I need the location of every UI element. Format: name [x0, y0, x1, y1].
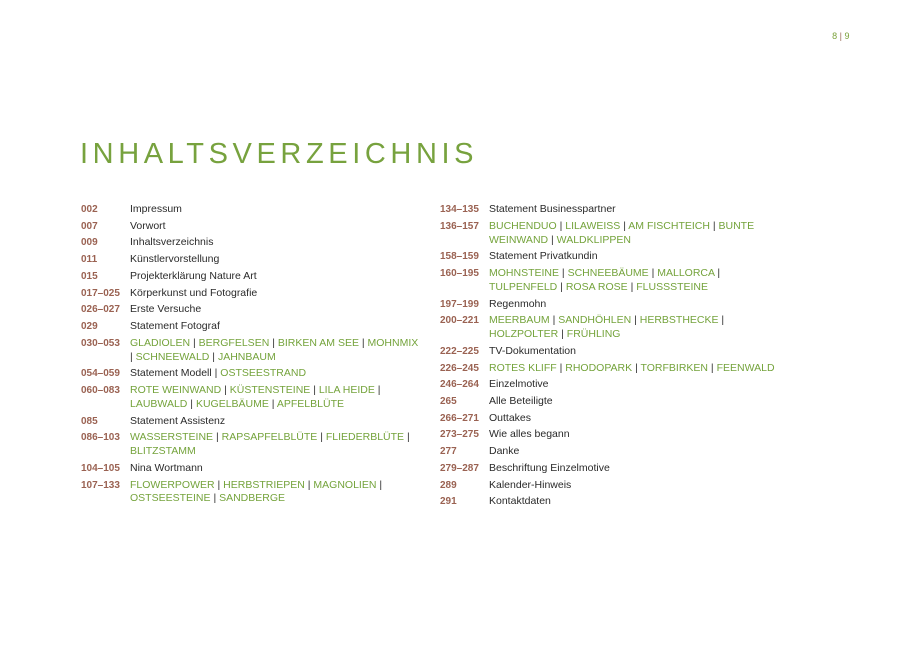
toc-entry [440, 395, 785, 409]
toc-entry-pages: 026–027 [81, 304, 120, 316]
toc-entry [440, 298, 785, 312]
toc-entry-title: Alle Beteiligte [489, 395, 553, 408]
page-number-left: 8 [832, 31, 838, 41]
toc-column-left [81, 203, 421, 509]
toc-entry-title: Regenmohn [489, 297, 547, 310]
toc-entry-title: Einzelmotive [489, 378, 549, 391]
toc-entry-pages: 266–271 [440, 412, 479, 424]
toc-entry-title: Nina Wortmann [130, 461, 203, 474]
toc-entry-pages: 011 [81, 254, 98, 266]
toc-entry-pages: 015 [81, 270, 98, 282]
toc-entry-pages: 007 [81, 220, 98, 232]
toc-entry-title: ROTE WEINWAND | KÜSTENSTEINE | LILA HEIDE | LAUBWALD | KUGELBÄUME | APFELBLÜTE [130, 383, 381, 410]
page-number [832, 31, 850, 41]
toc-entry-pages: 134–135 [440, 204, 479, 215]
toc-entry-pages: 009 [81, 237, 98, 249]
toc-entry-title: MOHNSTEINE | SCHNEEBÄUME | MALLORCA | TULPENFELD | ROSA ROSE | FLUSSSTEINE [489, 267, 721, 293]
toc-entry-title: BUCHENDUO | LILAWEISS | AM FISCHTEICH | BUNTE WEINWAND | WALDKLIPPEN [489, 219, 755, 246]
toc-entry-pages: 265 [440, 396, 457, 408]
toc-entry-pages: 002 [81, 204, 98, 215]
toc-entry-pages: 029 [81, 320, 98, 332]
toc-entry-pages: 200–221 [440, 315, 479, 327]
toc-entry [81, 367, 421, 381]
toc-entry-pages: 279–287 [440, 462, 479, 474]
toc-entry-pages: 085 [81, 415, 98, 427]
toc-entry-pages: 158–159 [440, 251, 479, 263]
toc-entry-title: Statement Businesspartner [489, 203, 616, 215]
page-title: INHALTSVERZEICHNIS [80, 138, 479, 170]
toc-entry [440, 479, 785, 493]
toc-entry-title: Statement Assistenz [130, 414, 226, 427]
toc-entry [81, 236, 421, 250]
toc-entry [81, 303, 421, 317]
toc-entry-pages: 086–103 [81, 432, 120, 444]
toc-entry [440, 203, 785, 217]
toc-entry [81, 479, 421, 507]
toc-entry-pages: 054–059 [81, 368, 120, 380]
toc-entry-pages: 136–157 [440, 220, 479, 232]
toc-entry-pages: 277 [440, 446, 457, 458]
toc-entry [440, 445, 785, 459]
toc-entry-pages: 222–225 [440, 345, 479, 357]
toc-entry-title: FLOWERPOWER | HERBSTRIEPEN | MAGNOLIEN | OSTSEESTEINE | SANDBERGE [130, 478, 383, 505]
toc-entry-title: Statement Modell | OSTSEESTRAND [130, 367, 307, 380]
toc-entry [440, 428, 785, 442]
toc-entry-title: Kalender-Hinweis [489, 478, 572, 491]
toc-entry-pages: 017–025 [81, 287, 120, 299]
toc-entry-title: Statement Privatkundin [489, 250, 598, 263]
toc-entry-title: Statement Fotograf [130, 319, 220, 332]
toc-entry-title: Erste Versuche [130, 303, 202, 316]
toc-entry [440, 314, 785, 342]
toc-entry-title: Kontaktdaten [489, 495, 551, 508]
toc-entry-title: Inhaltsverzeichnis [130, 236, 214, 249]
toc-entry-title: WASSERSTEINE | RAPSAPFELBLÜTE | FLIEDERBLÜTE | BLITZSTAMM [130, 431, 410, 458]
toc-entry-title: Projekterklärung Nature Art [130, 269, 257, 282]
toc-entry [81, 287, 421, 301]
toc-entry [81, 337, 421, 365]
toc-entry [81, 415, 421, 429]
toc-entry [81, 220, 421, 234]
toc-entry-pages: 107–133 [81, 479, 120, 491]
toc-entry [440, 267, 785, 295]
page-number-separator: | [839, 31, 843, 41]
toc-entry [81, 270, 421, 284]
toc-entry [440, 378, 785, 392]
toc-entry-pages: 060–083 [81, 384, 120, 396]
toc-entry-title: Outtakes [489, 411, 532, 424]
toc-entry [81, 384, 421, 412]
toc-entry [440, 345, 785, 359]
toc-entry [81, 462, 421, 476]
toc-entry-title: Künstlervorstellung [130, 253, 220, 266]
toc-entry [440, 412, 785, 426]
toc-entry-pages: 291 [440, 496, 457, 508]
toc-entry [440, 250, 785, 264]
toc-entry [440, 495, 785, 509]
toc-entry [81, 431, 421, 459]
toc-entry-title: Impressum [130, 203, 182, 215]
toc-entry-title: ROTES KLIFF | RHODOPARK | TORFBIRKEN | FEENWALD [489, 361, 775, 374]
toc-entry-title: GLADIOLEN | BERGFELSEN | BIRKEN AM SEE | MOHNMIX | SCHNEEWALD | JAHNBAUM [130, 336, 419, 363]
toc-entry-pages: 104–105 [81, 462, 120, 474]
toc-entry-pages: 246–264 [440, 379, 479, 391]
toc-entry-title: Vorwort [130, 219, 166, 232]
toc-column-right [440, 203, 785, 512]
toc-entry-title: MEERBAUM | SANDHÖHLEN | HERBSTHECKE | HOLZPOLTER | FRÜHLING [489, 314, 725, 341]
toc-entry-title: Körperkunst und Fotografie [130, 286, 258, 299]
toc-entry-pages: 160–195 [440, 268, 479, 280]
toc-entry [81, 253, 421, 267]
toc-entry-title: Wie alles begann [489, 428, 570, 441]
toc-entry-pages: 030–053 [81, 337, 120, 349]
toc-entry-pages: 289 [440, 479, 457, 491]
toc-entry-title: Beschriftung Einzelmotive [489, 461, 610, 474]
toc-entry-title: TV-Dokumentation [489, 344, 576, 357]
toc-entry-pages: 273–275 [440, 429, 479, 441]
toc-entry [440, 462, 785, 476]
toc-entry-pages: 226–245 [440, 362, 479, 374]
toc-entry-pages: 197–199 [440, 298, 479, 310]
toc-entry [440, 362, 785, 376]
page-number-right: 9 [844, 31, 850, 41]
toc-entry-title: Danke [489, 445, 520, 458]
toc-entry [81, 320, 421, 334]
toc-entry [81, 203, 421, 217]
toc-entry [440, 220, 785, 248]
